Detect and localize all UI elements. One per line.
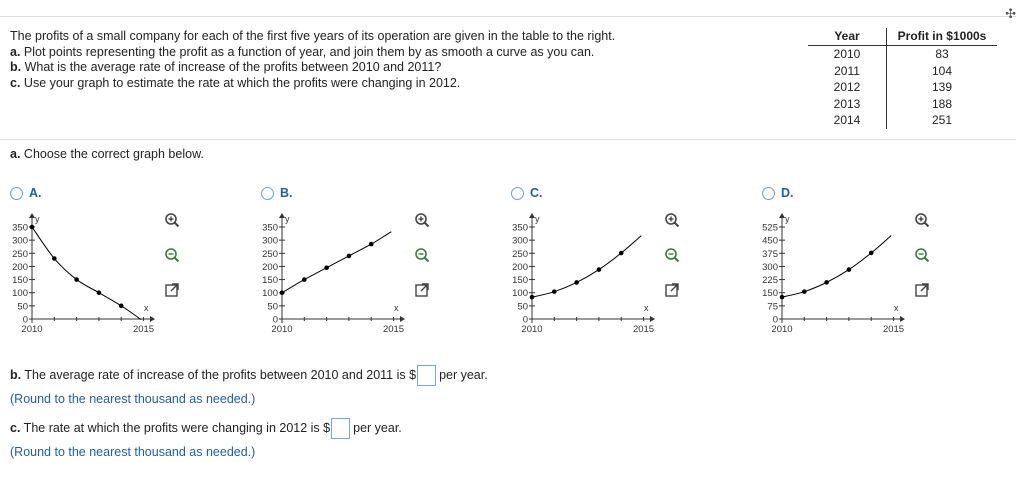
data-point [74,277,79,282]
graph-b-tools [413,211,435,316]
data-point [280,290,285,295]
data-point [847,267,852,272]
x-axis-arrow-icon [650,316,655,322]
zoom-out-icon[interactable] [913,246,931,264]
y-tick-label: 250 [12,248,28,260]
data-point [574,280,579,285]
graph-c-tools [663,211,685,316]
problem-part-a: a. Plot points representing the profit as a function of year, and join them by as smooth a curve as you can. [10,44,595,59]
y-tick-label: 50 [517,301,528,313]
x-tick-label: 2015 [382,324,405,335]
table-row: 2011 104 [808,63,997,80]
graph-option-d [750,206,910,344]
y-tick-label: 50 [17,301,28,313]
radio-circle-icon[interactable] [511,187,524,200]
x-axis-label: x [894,303,899,313]
data-point [619,251,624,256]
part-c-question: c. The rate at which the profits were changing in 2012 is $ per year. (Round to the nearest thousand as needed.) [10,418,402,459]
table-header-profit: Profit in $1000s [887,28,998,46]
zoom-out-icon[interactable] [663,246,681,264]
table-row: 2013 188 [808,96,997,113]
data-point [597,267,602,272]
y-tick-label: 100 [512,288,528,300]
y-tick-label: 100 [12,288,28,300]
problem-statement [10,29,615,91]
data-point [97,290,102,295]
profit-curve [32,227,141,320]
data-point [347,254,352,259]
data-point [530,295,535,300]
graph-d-tools [913,211,935,316]
radio-circle-icon[interactable] [10,187,23,200]
x-axis-arrow-icon [400,316,405,322]
y-tick-label: 200 [262,261,278,273]
profit-curve [782,235,891,297]
y-tick-label: 250 [262,248,278,260]
y-tick-label: 150 [512,275,528,287]
settings-icon[interactable]: ✣ [1005,6,1016,21]
y-tick-label: 300 [762,261,778,273]
x-tick-label: 2010 [521,324,543,335]
x-axis-arrow-icon [900,316,905,322]
x-axis-label: x [144,303,149,313]
option-b-radio[interactable]: B. [261,186,293,200]
table-row: 2012 139 [808,79,997,96]
data-point [802,289,807,294]
popout-icon[interactable] [663,281,681,299]
data-point [369,242,374,247]
y-tick-label: 150 [262,275,278,287]
part-b-answer-input[interactable] [417,365,436,386]
graph-option-b [250,206,410,344]
y-tick-label: 150 [762,288,778,300]
y-tick-label: 250 [512,248,528,260]
y-tick-label: 50 [267,301,278,313]
profit-curve [282,232,391,293]
y-tick-label: 225 [762,275,778,287]
radio-circle-icon[interactable] [261,187,274,200]
option-a-radio[interactable]: A. [10,186,42,200]
data-point [824,280,829,285]
data-point [30,225,35,230]
option-c-radio[interactable]: C. [511,186,543,200]
zoom-out-icon[interactable] [163,246,181,264]
y-tick-label: 0 [272,314,278,326]
y-tick-label: 525 [762,222,778,234]
popout-icon[interactable] [413,281,431,299]
x-tick-label: 2010 [771,324,793,335]
part-b-question: b. The average rate of increase of the profits between 2010 and 2011 is $ per year. (Round to the nearest thousand as needed.) [10,365,488,406]
y-tick-label: 300 [512,235,528,247]
section-divider [0,139,1016,140]
zoom-in-icon[interactable] [413,211,431,229]
part-a-prompt: a. Choose the correct graph below. [10,147,204,161]
problem-intro: The profits of a small company for each of the first five years of its operation are given in the table to the right. [10,29,616,43]
x-tick-label: 2010 [21,324,43,335]
table-row: 2010 83 [808,46,997,63]
part-c-answer-input[interactable] [331,418,350,439]
table-row: 2014 251 [808,112,997,129]
x-axis-label: x [394,303,399,313]
data-point [302,277,307,282]
graph-a-tools [163,211,185,316]
problem-part-b: b. What is the average rate of increase of the profits between 2010 and 2011? [10,60,442,74]
x-tick-label: 2015 [882,324,905,335]
y-tick-label: 300 [12,235,28,247]
table-header-year: Year [808,28,887,46]
y-axis-label: y [535,214,540,224]
radio-circle-icon[interactable] [762,187,775,200]
graph-option-c [500,206,660,344]
y-tick-label: 350 [262,222,278,234]
part-b-hint: (Round to the nearest thousand as needed.) [10,392,256,406]
y-tick-label: 75 [767,301,778,313]
profit-curve [532,236,641,298]
option-d-radio[interactable]: D. [762,186,794,200]
y-tick-label: 375 [762,248,778,260]
zoom-in-icon[interactable] [163,211,181,229]
popout-icon[interactable] [913,281,931,299]
y-tick-label: 350 [12,222,28,234]
data-point [552,289,557,294]
x-tick-label: 2010 [271,324,293,335]
x-axis-label: x [644,303,649,313]
data-point [119,304,124,309]
problem-part-c: c. Use your graph to estimate the rate at which the profits were changing in 2012. [10,75,461,90]
y-tick-label: 0 [522,314,528,326]
y-tick-label: 200 [12,261,28,273]
x-axis-arrow-icon [150,316,155,322]
y-tick-label: 0 [772,314,778,326]
x-tick-label: 2015 [632,324,655,335]
data-point [324,265,329,270]
data-point [52,256,57,261]
y-axis-label: y [285,214,290,224]
y-tick-label: 150 [12,275,28,287]
profit-table [808,28,997,129]
y-tick-label: 350 [512,222,528,234]
y-axis-label: y [785,214,790,224]
y-axis-label: y [35,214,40,224]
popout-icon[interactable] [163,281,181,299]
zoom-out-icon[interactable] [413,246,431,264]
y-tick-label: 300 [262,235,278,247]
graph-option-a [0,206,160,344]
top-divider [0,16,1016,17]
zoom-in-icon[interactable] [913,211,931,229]
data-point [780,295,785,300]
zoom-in-icon[interactable] [663,211,681,229]
part-c-hint: (Round to the nearest thousand as needed.) [10,445,256,459]
y-tick-label: 200 [512,261,528,273]
data-point [869,251,874,256]
y-tick-label: 450 [762,235,778,247]
x-tick-label: 2015 [132,324,155,335]
y-tick-label: 100 [262,288,278,300]
y-tick-label: 0 [22,314,28,326]
